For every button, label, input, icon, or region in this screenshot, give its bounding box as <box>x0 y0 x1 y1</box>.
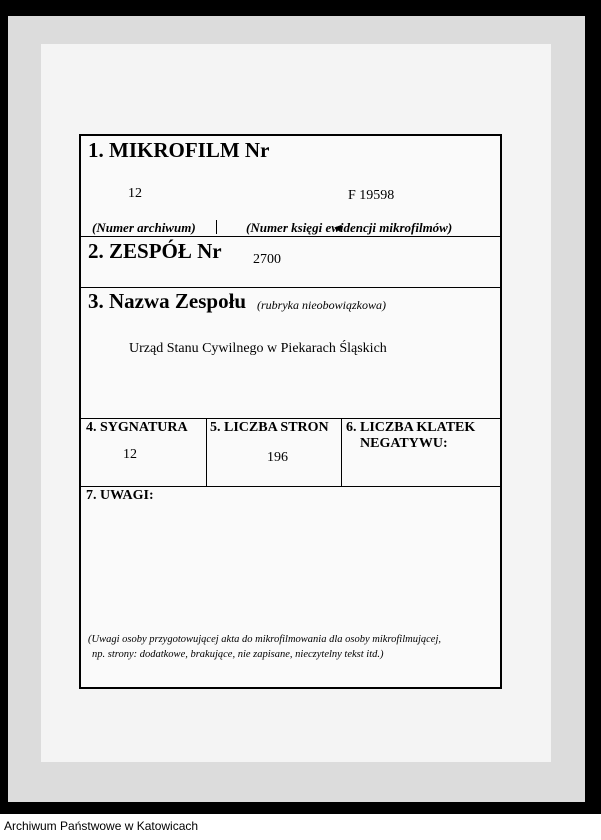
archive-caption: Archiwum Państwowe w Katowicach <box>4 819 199 833</box>
uwagi-note-line-1: (Uwagi osoby przygotowującej akta do mikrofilmowania dla osoby mikrofilmującej, <box>88 634 441 645</box>
sygnatura-value: 12 <box>123 447 137 462</box>
nazwa-hint: (rubryka nieobowiązkowa) <box>257 298 386 312</box>
nazwa-value: Urząd Stanu Cywilnego w Piekarach Śląskich <box>129 341 387 356</box>
divider-row-1 <box>81 236 500 237</box>
mikrofilm-heading: 1. MIKROFILM Nr <box>88 138 270 162</box>
zespol-heading: 2. ZESPÓŁ Nr <box>88 239 222 263</box>
archive-number-caption: (Numer archiwum) <box>92 220 196 235</box>
sygnatura-label: 4. SYGNATURA <box>86 420 188 435</box>
zespol-number-value: 2700 <box>253 252 281 267</box>
archive-number-value: 12 <box>128 186 142 201</box>
divider-row-2 <box>81 287 500 288</box>
divider-row-4 <box>81 486 500 487</box>
uwagi-label: 7. UWAGI: <box>86 488 154 503</box>
divider-row-3 <box>81 418 500 419</box>
liczba-stron-label: 5. LICZBA STRON <box>210 420 329 435</box>
microfilm-form <box>79 134 502 689</box>
divider-col-2 <box>341 418 342 486</box>
nazwa-heading: 3. Nazwa Zespołu <box>88 289 247 313</box>
liczba-klatek-label-1: 6. LICZBA KLATEK <box>346 420 476 435</box>
liczba-stron-value: 196 <box>267 450 288 465</box>
divider-col-1 <box>206 418 207 486</box>
register-number-value: F 19598 <box>348 188 395 203</box>
uwagi-note-line-2: np. strony: dodatkowe, brakujące, nie zapisane, nieczytelny tekst itd.) <box>92 649 384 660</box>
liczba-klatek-label-2: NEGATYWU: <box>360 436 448 451</box>
caption-separator <box>216 220 217 234</box>
register-number-caption: (Numer księgi ewidencji mikrofilmów) <box>246 220 453 235</box>
